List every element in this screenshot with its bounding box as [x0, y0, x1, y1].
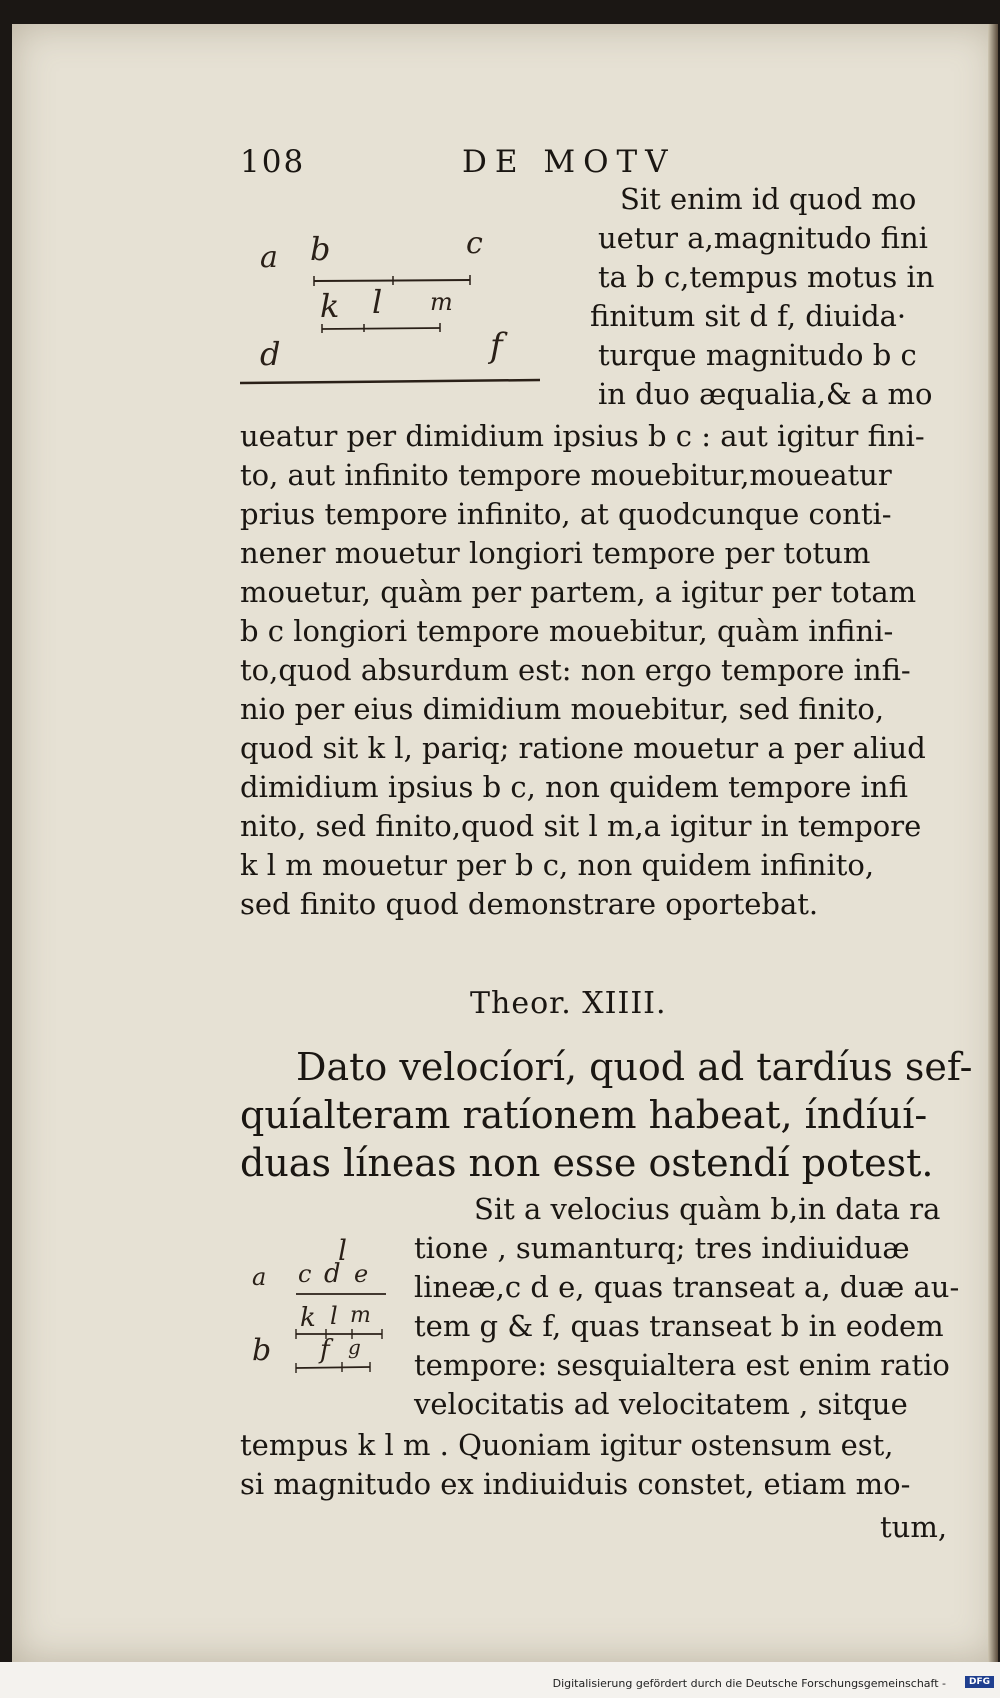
theorem-statement-line: Dato velocíorí, quod ad tardíus sef- — [296, 1045, 973, 1089]
theorem-statement-line: quíalteram ratíonem habeat, índíuí- — [240, 1093, 928, 1137]
text-line: in duo æqualia,& a mo — [598, 377, 933, 411]
text-line: ueatur per dimidium ipsius b c : aut igitur fini- — [240, 419, 925, 453]
text-line: quod sit k l, pariq; ratione mouetur a per aliud — [240, 731, 926, 765]
diagram1-label-k: k — [320, 287, 340, 325]
diagram2-label-l-top: l — [338, 1234, 347, 1267]
dfg-logo: DFG — [965, 1676, 994, 1688]
digitization-credit: Digitalisierung gefördert durch die Deutsche Forschungsgemeinschaft - — [552, 1677, 946, 1690]
diagram2-label-m: m — [350, 1303, 371, 1328]
theorem-title: Theor. XIIII. — [470, 986, 667, 1021]
text-line: prius tempore infinito, at quodcunque conti- — [240, 497, 892, 531]
text-line: b c longiori tempore mouebitur, quàm infini- — [240, 614, 894, 648]
text-line: tempus k l m . Quoniam igitur ostensum est, — [240, 1428, 894, 1462]
text-line: uetur a,magnitudo fini — [598, 221, 928, 255]
text-line: nener mouetur longiori tempore per totum — [240, 536, 871, 570]
diagram2-label-f: f — [320, 1335, 330, 1365]
diagram1-label-f: f — [490, 326, 503, 366]
text-line: mouetur, quàm per partem, a igitur per totam — [240, 575, 917, 609]
text-line: nito, sed finito,quod sit l m,a igitur in tempore — [240, 809, 922, 843]
page-gutter-edge — [988, 24, 998, 1662]
text-line: velocitatis ad velocitatem , sitque — [414, 1387, 908, 1421]
text-line: dimidium ipsius b c, non quidem tempore infi — [240, 770, 908, 804]
diagram2-label-e: e — [354, 1260, 369, 1288]
running-title: DE MOTV — [462, 144, 676, 180]
diagram2-label-a: a — [252, 1263, 267, 1291]
text-line: k l m mouetur per b c, non quidem infinito, — [240, 848, 875, 882]
line-diagram-2 — [246, 1230, 406, 1400]
diagram2-label-k: k — [300, 1303, 316, 1333]
text-line: turque magnitudo b c — [598, 338, 917, 372]
text-line: Sit enim id quod mo — [620, 182, 917, 216]
text-line: ta b c,tempus motus in — [598, 260, 935, 294]
line-diagram-1 — [240, 225, 580, 395]
diagram2-label-c: c — [298, 1260, 312, 1288]
diagram1-label-m: m — [430, 288, 453, 316]
theorem-statement-line: duas líneas non esse ostendí potest. — [240, 1141, 934, 1185]
text-line: to,quod absurdum est: non ergo tempore infi- — [240, 653, 911, 687]
diagram1-label-l: l — [372, 283, 383, 321]
diagram2-label-b: b — [252, 1333, 272, 1368]
diagram2-label-g: g — [348, 1335, 361, 1359]
diagram1-label-a: a — [260, 240, 278, 275]
page-number: 108 — [240, 144, 306, 180]
text-line: sed finito quod demonstrare oportebat. — [240, 887, 819, 921]
text-line: lineæ,c d e, quas transeat a, duæ au- — [414, 1270, 960, 1304]
text-line: to, aut infinito tempore mouebitur,moueatur — [240, 458, 892, 492]
diagram2-label-l: l — [330, 1302, 338, 1330]
text-line: si magnitudo ex indiuiduis constet, etiam mo- — [240, 1467, 911, 1501]
text-line: finitum sit d f, diuida· — [590, 299, 907, 333]
diagram1-label-b: b — [310, 230, 331, 268]
diagram2-label-d: d — [324, 1259, 341, 1289]
diagram1-label-c: c — [466, 226, 483, 261]
text-line: tione , sumanturq; tres indiuiduæ — [414, 1231, 910, 1265]
catchword: tum, — [880, 1510, 948, 1544]
text-line: tempore: sesquialtera est enim ratio — [414, 1348, 950, 1382]
diagram1-label-d: d — [260, 335, 281, 373]
text-line: Sit a velocius quàm b,in data ra — [474, 1192, 941, 1226]
text-line: tem g & f, quas transeat b in eodem — [414, 1309, 944, 1343]
text-line: nio per eius dimidium mouebitur, sed finito, — [240, 692, 885, 726]
